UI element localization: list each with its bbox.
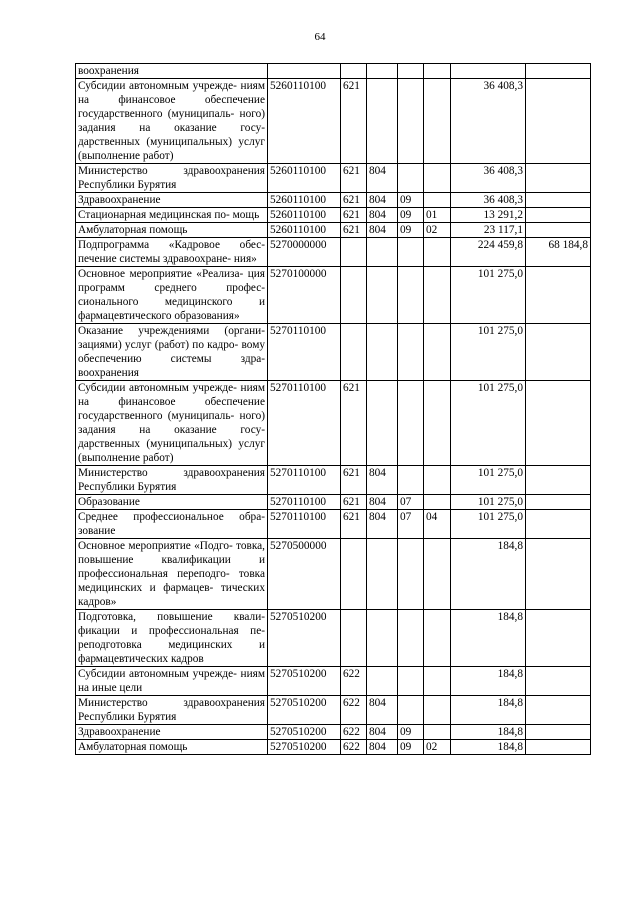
cell-subsection xyxy=(424,79,451,164)
cell-subsection xyxy=(424,466,451,495)
cell-ministry-code xyxy=(367,381,398,466)
cell-target-article: 5270510200 xyxy=(268,725,341,740)
table-row xyxy=(76,267,591,324)
cell-target-article: 5270510200 xyxy=(268,696,341,725)
cell-ministry-code: 804 xyxy=(367,696,398,725)
cell-amount-extra xyxy=(526,539,591,610)
cell-name: Амбулаторная помощь xyxy=(76,223,268,238)
page-number: 64 xyxy=(314,31,326,43)
cell-ministry-code: 804 xyxy=(367,164,398,193)
cell-target-article: 5270110100 xyxy=(268,466,341,495)
cell-ministry-code: 804 xyxy=(367,740,398,755)
cell-target-article: 5270110100 xyxy=(268,324,341,381)
table-row xyxy=(76,725,591,740)
cell-amount: 36 408,3 xyxy=(451,79,526,164)
cell-expense-type xyxy=(341,324,367,381)
cell-section xyxy=(398,610,424,667)
cell-amount: 184,8 xyxy=(451,539,526,610)
cell-amount-extra xyxy=(526,381,591,466)
table-row xyxy=(76,64,591,79)
cell-section xyxy=(398,667,424,696)
cell-section xyxy=(398,164,424,193)
cell-ministry-code: 804 xyxy=(367,223,398,238)
table-row xyxy=(76,223,591,238)
cell-section xyxy=(398,539,424,610)
cell-ministry-code xyxy=(367,64,398,79)
cell-expense-type: 621 xyxy=(341,381,367,466)
cell-amount: 36 408,3 xyxy=(451,164,526,193)
cell-section: 09 xyxy=(398,740,424,755)
cell-section: 09 xyxy=(398,208,424,223)
cell-subsection xyxy=(424,667,451,696)
cell-name: воохранения xyxy=(76,64,268,79)
cell-expense-type xyxy=(341,539,367,610)
cell-target-article: 5270100000 xyxy=(268,267,341,324)
cell-name: Субсидии автономным учрежде- ниям на финансовое обеспечение государственного (муниципаль- ного) задания на оказание госу- дарственных (муниципальных) услуг (выполнение работ) xyxy=(76,381,268,466)
cell-ministry-code: 804 xyxy=(367,510,398,539)
table-row xyxy=(76,79,591,164)
cell-subsection xyxy=(424,238,451,267)
cell-name: Среднее профессиональное обра- зование xyxy=(76,510,268,539)
table-row xyxy=(76,510,591,539)
cell-name: Министерство здравоохранения Республики Бурятия xyxy=(76,466,268,495)
cell-ministry-code: 804 xyxy=(367,495,398,510)
table-row xyxy=(76,193,591,208)
cell-ministry-code: 804 xyxy=(367,725,398,740)
cell-amount-extra xyxy=(526,510,591,539)
cell-amount-extra xyxy=(526,64,591,79)
cell-amount: 36 408,3 xyxy=(451,193,526,208)
cell-expense-type: 621 xyxy=(341,79,367,164)
cell-target-article: 5270500000 xyxy=(268,539,341,610)
cell-amount-extra xyxy=(526,725,591,740)
cell-target-article: 5270510200 xyxy=(268,740,341,755)
cell-name: Министерство здравоохранения Республики Бурятия xyxy=(76,164,268,193)
cell-name: Министерство здравоохранения Республики Бурятия xyxy=(76,696,268,725)
cell-amount: 101 275,0 xyxy=(451,381,526,466)
cell-subsection xyxy=(424,539,451,610)
cell-amount xyxy=(451,64,526,79)
cell-amount: 184,8 xyxy=(451,610,526,667)
cell-amount-extra xyxy=(526,324,591,381)
cell-name: Подготовка, повышение квали- фикации и профессиональная пе- реподготовка медицинских и фармацевтических кадров xyxy=(76,610,268,667)
cell-target-article: 5270000000 xyxy=(268,238,341,267)
cell-expense-type xyxy=(341,610,367,667)
table-row xyxy=(76,208,591,223)
cell-section xyxy=(398,79,424,164)
cell-target-article xyxy=(268,64,341,79)
cell-section xyxy=(398,238,424,267)
cell-section xyxy=(398,696,424,725)
cell-amount-extra xyxy=(526,466,591,495)
cell-expense-type: 621 xyxy=(341,208,367,223)
cell-subsection xyxy=(424,267,451,324)
cell-name: Субсидии автономным учрежде- ниям на финансовое обеспечение государственного (муниципаль- ного) задания на оказание госу- дарственных (муниципальных) услуг (выполнение работ) xyxy=(76,79,268,164)
cell-target-article: 5270510200 xyxy=(268,610,341,667)
cell-amount-extra xyxy=(526,696,591,725)
cell-amount-extra xyxy=(526,610,591,667)
cell-expense-type: 621 xyxy=(341,223,367,238)
cell-target-article: 5260110100 xyxy=(268,79,341,164)
cell-subsection xyxy=(424,381,451,466)
cell-subsection: 02 xyxy=(424,223,451,238)
cell-amount: 101 275,0 xyxy=(451,267,526,324)
table-row xyxy=(76,324,591,381)
cell-amount: 184,8 xyxy=(451,667,526,696)
cell-name: Основное мероприятие «Подго- товка, повышение квалификации и профессиональная переподго- товка медицинских и фармацев- тических кадров» xyxy=(76,539,268,610)
cell-subsection xyxy=(424,495,451,510)
cell-amount-extra xyxy=(526,495,591,510)
cell-section xyxy=(398,64,424,79)
cell-ministry-code xyxy=(367,79,398,164)
cell-amount: 224 459,8 xyxy=(451,238,526,267)
cell-amount-extra: 68 184,8 xyxy=(526,238,591,267)
cell-section: 09 xyxy=(398,223,424,238)
cell-expense-type: 621 xyxy=(341,466,367,495)
cell-name: Образование xyxy=(76,495,268,510)
cell-ministry-code xyxy=(367,539,398,610)
cell-subsection xyxy=(424,610,451,667)
cell-target-article: 5270510200 xyxy=(268,667,341,696)
cell-subsection xyxy=(424,725,451,740)
cell-amount-extra xyxy=(526,740,591,755)
cell-amount: 13 291,2 xyxy=(451,208,526,223)
cell-expense-type: 622 xyxy=(341,725,367,740)
cell-expense-type: 621 xyxy=(341,193,367,208)
cell-amount-extra xyxy=(526,193,591,208)
cell-amount-extra xyxy=(526,164,591,193)
cell-target-article: 5270110100 xyxy=(268,495,341,510)
table-row xyxy=(76,466,591,495)
table-row xyxy=(76,539,591,610)
cell-ministry-code xyxy=(367,267,398,324)
budget-table xyxy=(75,63,591,755)
cell-ministry-code xyxy=(367,667,398,696)
cell-amount-extra xyxy=(526,208,591,223)
cell-amount: 101 275,0 xyxy=(451,495,526,510)
cell-target-article: 5270110100 xyxy=(268,510,341,539)
cell-target-article: 5270110100 xyxy=(268,381,341,466)
cell-section: 09 xyxy=(398,725,424,740)
cell-name: Амбулаторная помощь xyxy=(76,740,268,755)
cell-subsection xyxy=(424,324,451,381)
cell-expense-type xyxy=(341,238,367,267)
cell-ministry-code xyxy=(367,238,398,267)
cell-ministry-code xyxy=(367,324,398,381)
cell-name: Стационарная медицинская по- мощь xyxy=(76,208,268,223)
cell-expense-type xyxy=(341,267,367,324)
table-row xyxy=(76,696,591,725)
cell-name: Здравоохранение xyxy=(76,193,268,208)
cell-name: Подпрограмма «Кадровое обес- печение системы здравоохране- ния» xyxy=(76,238,268,267)
cell-amount-extra xyxy=(526,79,591,164)
cell-expense-type: 621 xyxy=(341,495,367,510)
cell-amount: 184,8 xyxy=(451,696,526,725)
cell-expense-type: 622 xyxy=(341,696,367,725)
cell-name: Субсидии автономным учрежде- ниям на иные цели xyxy=(76,667,268,696)
cell-amount: 184,8 xyxy=(451,740,526,755)
cell-amount-extra xyxy=(526,267,591,324)
cell-subsection xyxy=(424,64,451,79)
cell-amount: 101 275,0 xyxy=(451,324,526,381)
cell-target-article: 5260110100 xyxy=(268,208,341,223)
cell-subsection xyxy=(424,696,451,725)
cell-subsection xyxy=(424,164,451,193)
table-row xyxy=(76,667,591,696)
cell-subsection xyxy=(424,193,451,208)
cell-target-article: 5260110100 xyxy=(268,164,341,193)
table-row xyxy=(76,610,591,667)
cell-section xyxy=(398,466,424,495)
cell-amount: 101 275,0 xyxy=(451,510,526,539)
cell-amount: 184,8 xyxy=(451,725,526,740)
cell-section: 07 xyxy=(398,510,424,539)
cell-expense-type: 622 xyxy=(341,740,367,755)
cell-ministry-code: 804 xyxy=(367,466,398,495)
cell-target-article: 5260110100 xyxy=(268,223,341,238)
table-row xyxy=(76,164,591,193)
cell-name: Основное мероприятие «Реализа- ция программ среднего профес- сионального медицинского и фармацевтического образования» xyxy=(76,267,268,324)
cell-section xyxy=(398,324,424,381)
table-row xyxy=(76,238,591,267)
cell-amount-extra xyxy=(526,667,591,696)
cell-section xyxy=(398,381,424,466)
cell-amount: 23 117,1 xyxy=(451,223,526,238)
cell-target-article: 5260110100 xyxy=(268,193,341,208)
cell-amount-extra xyxy=(526,223,591,238)
cell-expense-type: 621 xyxy=(341,510,367,539)
cell-section: 09 xyxy=(398,193,424,208)
table-row xyxy=(76,381,591,466)
cell-amount: 101 275,0 xyxy=(451,466,526,495)
cell-ministry-code: 804 xyxy=(367,193,398,208)
cell-subsection: 01 xyxy=(424,208,451,223)
cell-expense-type: 622 xyxy=(341,667,367,696)
cell-subsection: 02 xyxy=(424,740,451,755)
cell-section: 07 xyxy=(398,495,424,510)
cell-expense-type: 621 xyxy=(341,164,367,193)
cell-ministry-code: 804 xyxy=(367,208,398,223)
cell-expense-type xyxy=(341,64,367,79)
cell-ministry-code xyxy=(367,610,398,667)
table-row xyxy=(76,495,591,510)
cell-name: Здравоохранение xyxy=(76,725,268,740)
cell-section xyxy=(398,267,424,324)
cell-subsection: 04 xyxy=(424,510,451,539)
cell-name: Оказание учреждениями (органи- зациями) услуг (работ) по кадро- вому обеспечению системы здра- воохранения xyxy=(76,324,268,381)
table-row xyxy=(76,740,591,755)
